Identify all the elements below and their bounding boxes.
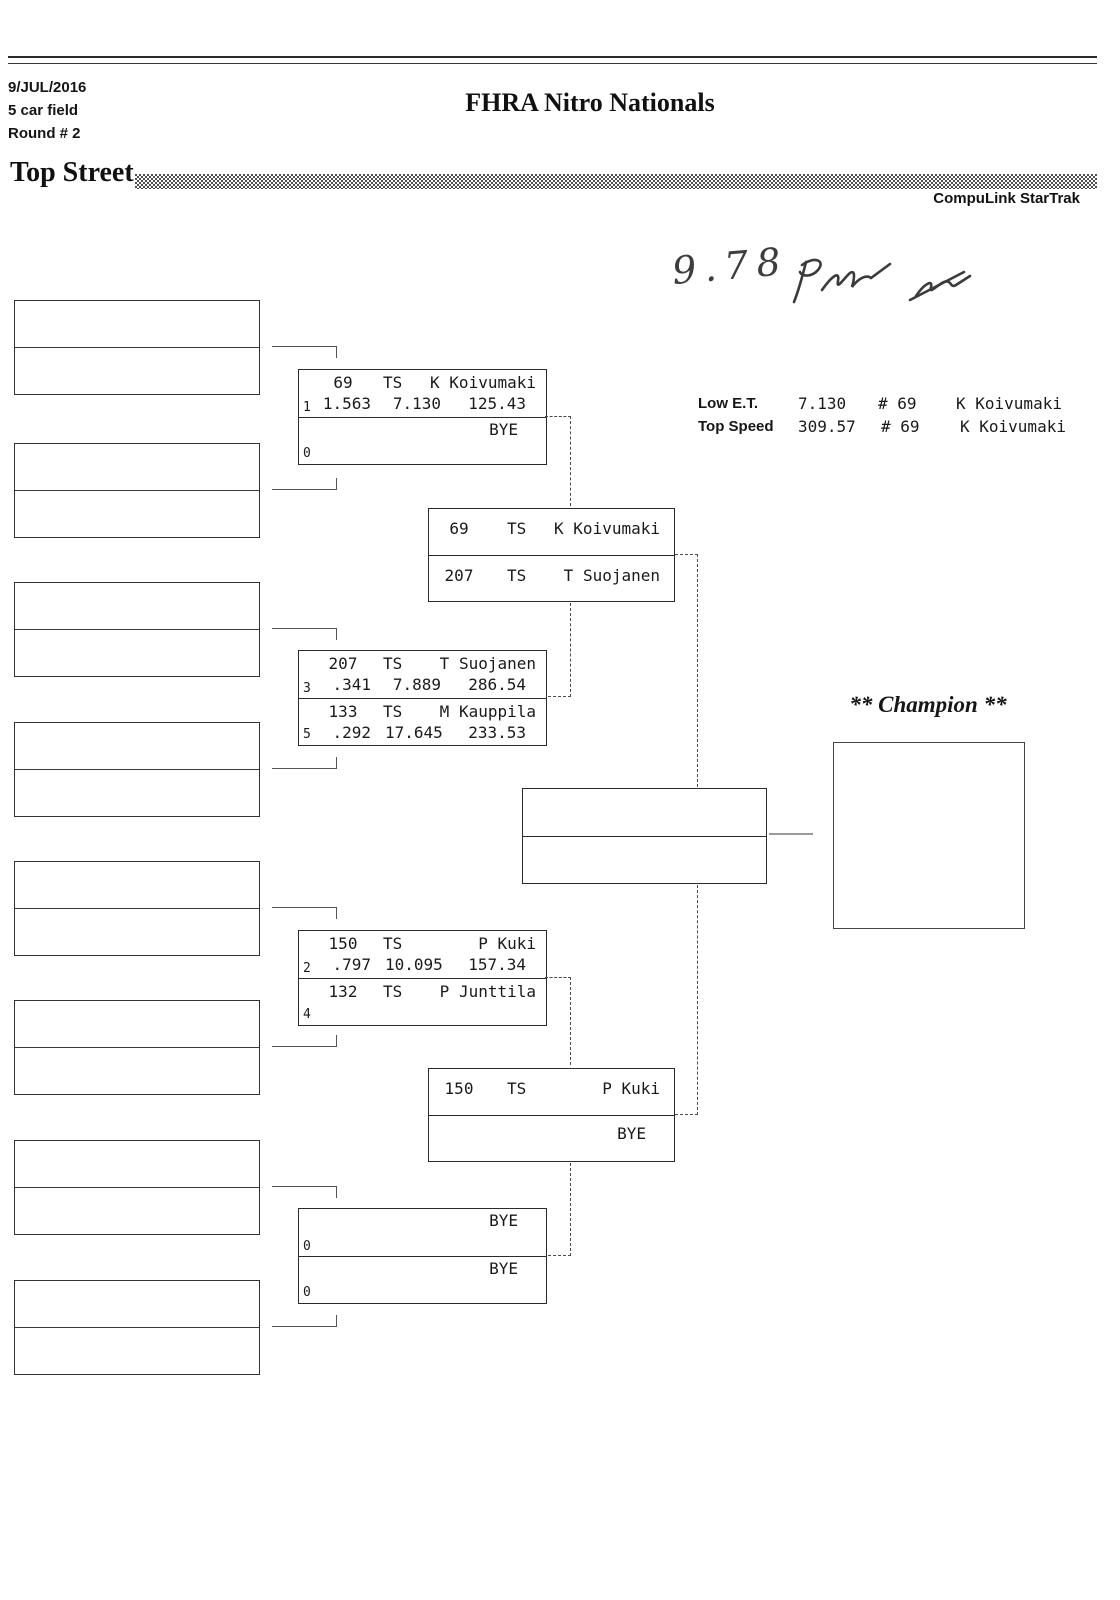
class-code: TS [383,934,403,953]
slot-cell [15,444,259,490]
class-name: Top Street [10,157,134,188]
round2-box-3 [298,930,547,1026]
round2-box-2-top-cell [299,651,546,698]
round1-slot-box-4 [14,722,260,817]
event-date: 9/JUL/2016 [8,79,87,96]
round2-box-1-bye-cell [299,417,546,463]
trap-speed: 157.34 [468,955,526,974]
car-number: 133 [328,702,358,721]
connector-r2-box3-to-sf2 [545,977,571,1065]
semifinal-box-1 [428,508,675,602]
connector-r2-box1-to-sf1 [545,416,571,506]
driver-name: P Kuki [602,1079,660,1098]
reaction-time: 1.563 [322,394,371,413]
slot-cell [15,1327,259,1373]
bye-label: BYE [617,1124,646,1143]
class-code: TS [507,519,527,538]
low-et-value: 7.130 [798,394,847,413]
lane-number: 5 [303,727,311,742]
class-code: TS [507,1079,527,1098]
lane-number: 1 [303,400,311,415]
driver-name: K Koivumaki [430,373,536,392]
elapsed-time: 17.645 [385,723,443,742]
round1-slot-box-8 [14,1280,260,1375]
bye-label: BYE [489,420,518,439]
trap-speed: 125.43 [468,394,526,413]
car-number: 207 [328,654,358,673]
reaction-time: .292 [332,723,371,742]
slot-cell [15,629,259,675]
round1-slot-box-3 [14,582,260,677]
slot-cell [15,908,259,954]
car-number: 132 [328,982,358,1001]
connector-r2-box2-to-sf1 [548,603,571,697]
slot-cell [15,769,259,815]
elapsed-time: 7.130 [392,394,441,413]
driver-name: T Suojanen [439,654,536,673]
slot-cell [15,1141,259,1187]
round1-slot-box-1 [14,300,260,395]
handwritten-note: 9.78 [670,239,791,293]
round2-box-2-bottom-cell [299,698,546,744]
top-speed-label: Top Speed [698,418,774,435]
connector-final-to-champion [769,833,813,835]
slot-cell [15,1001,259,1047]
car-number: 207 [444,566,474,585]
semifinal-box-1-top-cell [429,509,674,555]
driver-name: K Koivumaki [554,519,660,538]
timing-system-brand: CompuLink StarTrak [933,190,1080,207]
car-number: 150 [444,1079,474,1098]
connector-r1-pair3-bottom [272,1035,337,1047]
round1-slot-box-5 [14,861,260,956]
slot-cell [15,1187,259,1233]
top-double-rule [8,56,1097,64]
slot-cell [15,1281,259,1327]
top-speed-driver: K Koivumaki [960,417,1066,436]
semifinal-box-2-top-cell [429,1069,674,1115]
semifinal-box-2 [428,1068,675,1162]
slot-cell [15,1047,259,1093]
connector-r1-pair4-bottom [272,1315,337,1327]
connector-r1-pair2-bottom [272,757,337,769]
low-et-driver: K Koivumaki [956,394,1062,413]
semifinal-box-1-bottom-cell [429,555,674,600]
trap-speed: 233.53 [468,723,526,742]
car-number: 150 [328,934,358,953]
car-number: 69 [333,373,353,392]
car-number: 69 [449,519,469,538]
slot-cell [15,723,259,769]
class-code: TS [383,982,403,1001]
driver-name: P Junttila [439,982,536,1001]
connector-r1-pair1-top [272,346,337,358]
round1-slot-box-7 [14,1140,260,1235]
class-code: TS [383,702,403,721]
class-code: TS [383,373,403,392]
reaction-time: .797 [332,955,371,974]
reaction-time: .341 [332,675,371,694]
final-bottom-cell [523,836,766,882]
top-speed-car-number: # 69 [881,417,920,436]
connector-r2-box4-to-sf2 [548,1163,571,1256]
connector-r1-pair4-top [272,1186,337,1198]
final-box [522,788,767,884]
slot-cell [15,347,259,393]
lane-number: 0 [303,1285,311,1300]
round2-box-1-winner-cell [299,370,546,417]
lane-number: 3 [303,681,311,696]
dotted-divider-band [135,174,1097,189]
driver-name: P Kuki [478,934,536,953]
connector-r1-pair3-top [272,907,337,919]
bye-label: BYE [489,1259,518,1278]
event-title: FHRA Nitro Nationals [465,88,715,117]
round2-box-1 [298,369,547,465]
slot-cell [15,862,259,908]
round2-box-4-top-cell [299,1209,546,1256]
connector-sf2-to-final [675,885,698,1115]
signature-scribble [788,238,998,324]
lane-number: 4 [303,1007,311,1022]
slot-cell [15,490,259,536]
champion-box [833,742,1025,929]
final-top-cell [523,789,766,836]
class-code: TS [507,566,527,585]
lane-number: 0 [303,1239,311,1254]
elapsed-time: 7.889 [392,675,441,694]
low-et-car-number: # 69 [878,394,917,413]
bye-label: BYE [489,1211,518,1230]
connector-r1-pair2-top [272,628,337,640]
slot-cell [15,583,259,629]
elapsed-time: 10.095 [385,955,443,974]
driver-name: T Suojanen [563,566,660,585]
class-code: TS [383,654,403,673]
round2-box-3-bottom-cell [299,978,546,1024]
trap-speed: 286.54 [468,675,526,694]
field-size: 5 car field [8,102,79,119]
round1-slot-box-2 [14,443,260,538]
slot-cell [15,301,259,347]
connector-r1-pair1-bottom [272,478,337,490]
round2-box-3-top-cell [299,931,546,978]
round2-box-4-bottom-cell [299,1256,546,1302]
connector-sf1-to-final [675,554,698,787]
semifinal-box-2-bottom-cell [429,1115,674,1160]
champion-label: ** Champion ** [849,692,1007,717]
round2-box-2 [298,650,547,746]
round1-slot-box-6 [14,1000,260,1095]
lane-number: 0 [303,446,311,461]
driver-name: M Kauppila [439,702,536,721]
top-speed-value: 309.57 [798,417,856,436]
round-number: Round # 2 [8,125,81,142]
round2-box-4 [298,1208,547,1304]
low-et-label: Low E.T. [698,395,758,412]
lane-number: 2 [303,961,311,976]
